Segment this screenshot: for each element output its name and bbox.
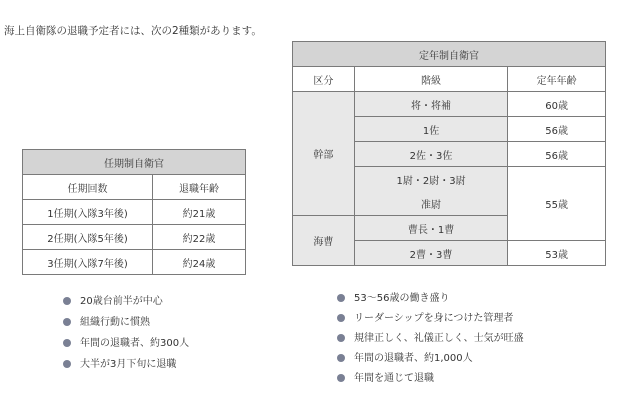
age-cell: 約22歳 (153, 225, 246, 250)
list-item: 規律正しく、礼儀正しく、士気が旺盛 (337, 332, 524, 352)
fixed-term-features (63, 295, 189, 379)
bullet-icon (63, 297, 71, 305)
age-cell: 約21歳 (153, 200, 246, 225)
bullet-icon (63, 360, 71, 368)
age-cell: 60歳 (508, 92, 606, 117)
col-retire-age: 退職年齢 (153, 175, 246, 200)
bullet-icon (63, 339, 71, 347)
group-officer: 幹部 (293, 92, 355, 216)
table-row (23, 225, 246, 250)
table-row (23, 250, 246, 275)
bullet-icon (337, 354, 345, 362)
list-item: 大半が3月下旬に退職 (63, 358, 189, 379)
retirement-age-title: 定年制自衛官 (293, 42, 606, 67)
term-cell: 2任期(入隊5年後) (23, 225, 153, 250)
group-enlisted: 海曹 (293, 216, 355, 266)
term-cell: 3任期(入隊7年後) (23, 250, 153, 275)
list-item: 年間を通じて退職 (337, 372, 524, 392)
list-item: 年間の退職者、約1,000人 (337, 352, 524, 372)
intro-text: 海上自衛隊の退職予定者には、次の2種類があります。 (4, 25, 262, 37)
age-cell: 約24歳 (153, 250, 246, 275)
rank-cell: 将・将補 (354, 92, 508, 117)
rank-cell: 1佐 (354, 117, 508, 142)
rank-cell: 曹長・1曹 (354, 216, 508, 241)
bullet-icon (337, 334, 345, 342)
fixed-term-table (22, 149, 246, 275)
list-item: リーダーシップを身につけた管理者 (337, 312, 524, 332)
list-item: 20歳台前半が中心 (63, 295, 189, 316)
bullet-icon (337, 294, 345, 302)
age-cell-merged: 55歳 (508, 167, 606, 241)
col-category: 区分 (293, 67, 355, 92)
rank-cell: 2佐・3佐 (354, 142, 508, 167)
col-term-count: 任期回数 (23, 175, 153, 200)
retirement-age-features (337, 292, 524, 392)
age-cell: 53歳 (508, 241, 606, 266)
term-cell: 1任期(入隊3年後) (23, 200, 153, 225)
list-item: 組織行動に慣熟 (63, 316, 189, 337)
fixed-term-title: 任期制自衛官 (23, 150, 246, 175)
rank-cell: 准尉 (354, 191, 508, 216)
list-item: 53～56歳の働き盛り (337, 292, 524, 312)
rank-cell: 2曹・3曹 (354, 241, 508, 266)
table-row (23, 200, 246, 225)
age-cell: 56歳 (508, 142, 606, 167)
bullet-icon (337, 314, 345, 322)
age-cell: 56歳 (508, 117, 606, 142)
list-item: 年間の退職者、約300人 (63, 337, 189, 358)
rank-cell: 1尉・2尉・3尉 (354, 167, 508, 192)
retirement-age-table (292, 41, 606, 266)
bullet-icon (63, 318, 71, 326)
col-age: 定年年齢 (508, 67, 606, 92)
table-row (293, 92, 606, 117)
bullet-icon (337, 374, 345, 382)
col-rank: 階級 (354, 67, 508, 92)
